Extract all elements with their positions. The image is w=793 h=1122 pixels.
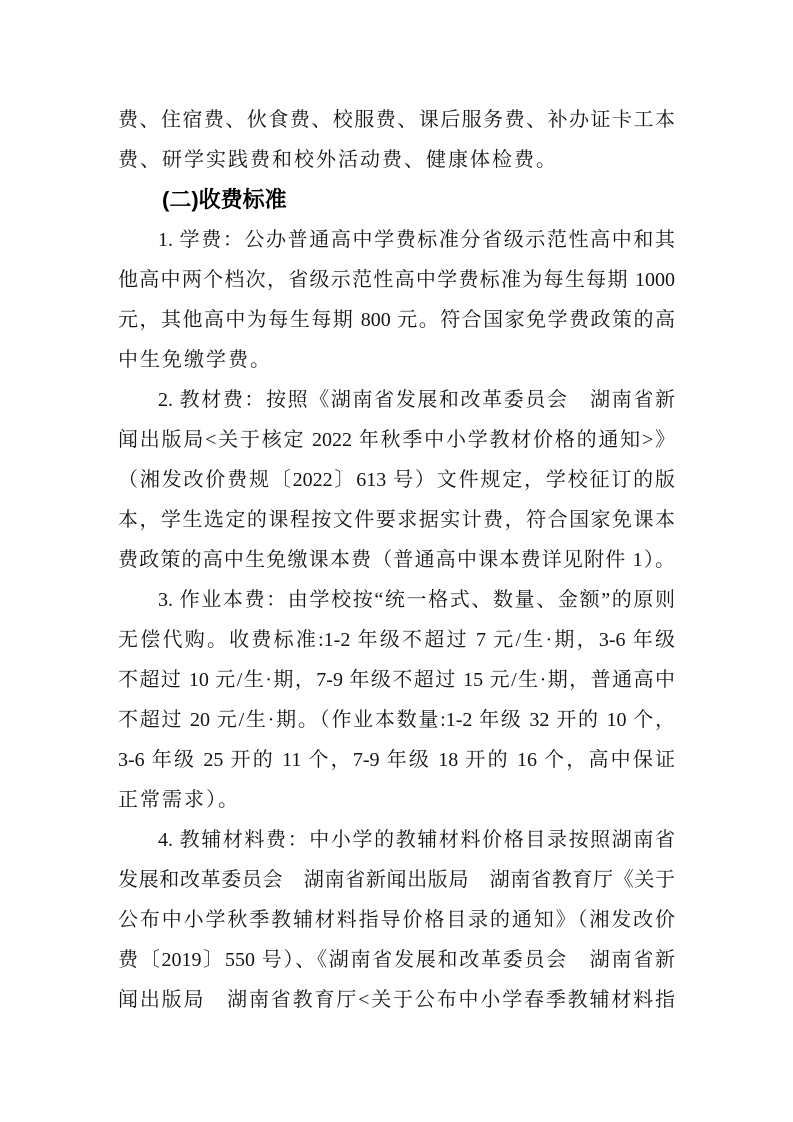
text-line: 1. 学费：公办普通高中学费标准分省级示范性高中和其	[158, 229, 675, 251]
text-line: 发展和改革委员会 湖南省新闻出版局 湖南省教育厅《关于	[118, 869, 675, 891]
text-line: 不超过 20 元/生·期。（作业本数量:1-2 年级 32 开的 10 个，	[118, 709, 675, 731]
text-line: 不超过 10 元/生·期，7-9 年级不超过 15 元/生·期，普通高中	[118, 669, 675, 691]
text-block	[118, 100, 675, 1020]
text-line: 闻出版局 湖南省教育厅<关于公布中小学春季教辅材料指	[118, 989, 675, 1011]
text-line: 元，其他高中为每生每期 800 元。符合国家免学费政策的高	[118, 309, 675, 331]
text-line: 中生免缴学费。	[118, 349, 272, 371]
text-line: 他高中两个档次，省级示范性高中学费标准为每生每期 1000	[118, 269, 675, 291]
text-line: 4. 教辅材料费：中小学的教辅材料价格目录按照湖南省	[158, 829, 675, 851]
text-line: 2. 教材费：按照《湖南省发展和改革委员会 湖南省新	[158, 389, 675, 411]
text-line: 费〔2019〕550 号）、《湖南省发展和改革委员会 湖南省新	[118, 949, 675, 971]
text-line: 3. 作业本费：由学校按“统一格式、数量、金额”的原则	[158, 589, 675, 611]
text-line: 公布中小学秋季教辅材料指导价格目录的通知》（湘发改价	[118, 909, 675, 931]
text-line: 费政策的高中生免缴课本费（普通高中课本费详见附件 1）。	[118, 549, 675, 571]
text-line: 费、住宿费、伙食费、校服费、课后服务费、补办证卡工本	[118, 109, 675, 131]
text-line: 正常需求）。	[118, 789, 240, 811]
text-line: 闻出版局<关于核定 2022 年秋季中小学教材价格的通知>》	[118, 429, 675, 451]
text-line: 本，学生选定的课程按文件要求据实计费，符合国家免课本	[118, 509, 675, 531]
text-line: （湘发改价费规〔2022〕613 号）文件规定，学校征订的版	[118, 469, 675, 491]
section-heading: (二)收费标准	[162, 187, 287, 212]
text-line: 3-6 年级 25 开的 11 个，7-9 年级 18 开的 16 个，高中保证	[118, 749, 675, 771]
text-line: 无偿代购。收费标准:1-2 年级不超过 7 元/生·期，3-6 年级	[118, 629, 675, 651]
text-line: 费、研学实践费和校外活动费、健康体检费。	[118, 149, 558, 171]
